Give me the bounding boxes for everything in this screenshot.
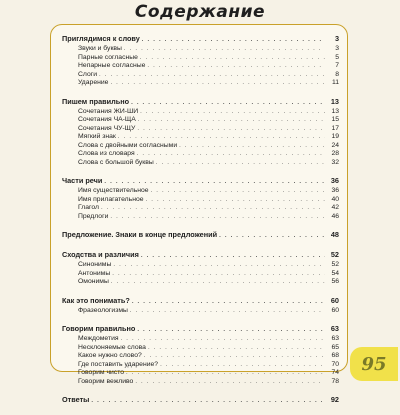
toc-item — [62, 142, 339, 151]
dot-leader — [160, 361, 325, 370]
item-page: 70 — [331, 360, 339, 368]
item-label: Парные согласные — [78, 53, 138, 61]
toc-item — [62, 108, 339, 117]
dot-leader — [151, 187, 325, 196]
dot-leader — [140, 108, 325, 117]
toc-section-heading — [62, 250, 339, 261]
item-label: Синонимы — [78, 261, 112, 268]
item-page: 74 — [331, 369, 339, 376]
section-title: Предложение. Знаки в конце предложений — [62, 230, 218, 239]
toc-section — [62, 395, 339, 406]
toc-item — [62, 352, 339, 361]
item-page: 78 — [331, 377, 339, 385]
toc-item — [62, 79, 339, 88]
toc-section — [62, 324, 339, 386]
toc-section — [62, 230, 339, 241]
item-page: 40 — [331, 195, 339, 203]
item-page: 65 — [331, 343, 339, 351]
dot-leader — [113, 261, 325, 270]
section-page: 13 — [330, 96, 339, 106]
toc-item — [62, 361, 339, 370]
item-label: Предлоги — [78, 212, 109, 220]
section-page: 60 — [330, 295, 339, 305]
item-label: Глагол — [78, 204, 99, 211]
toc-item — [62, 261, 339, 270]
item-page: 56 — [331, 278, 339, 285]
toc-section-heading — [62, 97, 339, 108]
item-page: 13 — [331, 107, 339, 115]
item-label: Слоги — [78, 70, 98, 78]
dot-leader — [142, 36, 325, 45]
toc-item — [62, 133, 339, 142]
dot-leader — [118, 133, 325, 142]
dot-leader — [121, 335, 325, 344]
toc-item — [62, 278, 339, 287]
item-page: 11 — [331, 79, 339, 86]
item-label: Говорим вежливо — [78, 377, 134, 385]
toc-item — [62, 369, 339, 378]
dot-leader — [135, 378, 325, 387]
item-label: Где поставить ударение? — [78, 360, 159, 368]
section-title: Пишем правильно — [62, 96, 130, 106]
item-page: 17 — [331, 124, 339, 132]
item-label: Фразеологизмы — [78, 306, 128, 314]
dot-leader — [138, 116, 325, 125]
toc-item — [62, 187, 339, 196]
dot-leader — [219, 232, 325, 241]
item-page: 7 — [335, 62, 339, 69]
page-number-badge — [350, 347, 398, 381]
item-page: 63 — [331, 335, 339, 342]
toc-section — [62, 250, 339, 287]
item-page: 28 — [331, 150, 339, 157]
item-label: Ударение — [78, 79, 109, 86]
toc-item — [62, 159, 339, 168]
dot-leader — [141, 252, 325, 261]
toc-item — [62, 270, 339, 279]
toc-section-heading — [62, 296, 339, 307]
item-page: 36 — [331, 187, 339, 194]
toc-item — [62, 54, 339, 63]
item-page: 54 — [331, 269, 339, 277]
item-label: Имя существительное — [78, 187, 149, 194]
toc-section-heading — [62, 395, 339, 406]
toc-item — [62, 344, 339, 353]
page-title: Содержание — [134, 2, 266, 22]
item-label: Антонимы — [78, 269, 111, 277]
item-label: Мягкий знак — [78, 133, 116, 140]
item-page: 60 — [331, 306, 339, 314]
item-label: Сочетания ЧУ-ЩУ — [78, 124, 136, 132]
toc-item — [62, 116, 339, 125]
item-label: Междометия — [78, 335, 119, 342]
item-label: Сочетания ЖИ-ШИ — [78, 107, 139, 115]
section-title: Части речи — [62, 176, 103, 185]
dot-leader — [131, 99, 325, 108]
toc-item — [62, 125, 339, 134]
dot-leader — [137, 125, 325, 134]
item-label: Имя прилагательное — [78, 195, 144, 203]
dot-leader — [110, 79, 325, 88]
dot-leader — [112, 270, 325, 279]
dot-leader — [91, 397, 325, 406]
toc-item — [62, 335, 339, 344]
section-title: Ответы — [62, 395, 90, 404]
dot-leader — [146, 196, 325, 205]
section-page: 52 — [330, 250, 339, 259]
toc-item — [62, 71, 339, 80]
item-page: 3 — [335, 45, 339, 52]
section-page: 63 — [330, 324, 339, 333]
toc-section — [62, 34, 339, 88]
dot-leader — [156, 159, 325, 168]
section-title: Говорим правильно — [62, 324, 136, 333]
toc-section-heading — [62, 34, 339, 45]
dot-leader — [137, 326, 325, 335]
section-page: 3 — [334, 34, 339, 43]
dot-leader — [99, 71, 325, 80]
toc-item — [62, 307, 339, 316]
toc-section-heading — [62, 176, 339, 187]
toc-item — [62, 213, 339, 222]
page-number: 95 — [361, 353, 387, 375]
toc-section — [62, 97, 339, 168]
item-label: Непарные согласные — [78, 62, 146, 69]
item-page: 42 — [331, 204, 339, 211]
toc-item — [62, 45, 339, 54]
item-label: Омонимы — [78, 278, 109, 285]
section-page: 92 — [330, 395, 339, 404]
table-of-contents — [62, 34, 339, 415]
item-page: 68 — [331, 352, 339, 359]
item-label: Слова из словаря — [78, 150, 135, 157]
dot-leader — [126, 369, 325, 378]
item-page: 46 — [331, 212, 339, 220]
item-page: 19 — [331, 133, 339, 140]
toc-item — [62, 196, 339, 205]
dot-leader — [130, 307, 325, 316]
dot-leader — [179, 142, 325, 151]
item-page: 52 — [331, 261, 339, 268]
item-label: Слова с двойными согласными — [78, 141, 178, 149]
item-label: Звуки и буквы — [78, 45, 122, 52]
section-title: Как это понимать? — [62, 295, 130, 305]
dot-leader — [132, 298, 325, 307]
dot-leader — [144, 352, 325, 361]
section-title: Сходства и различия — [62, 250, 139, 259]
section-page: 36 — [330, 176, 339, 185]
item-label: Говорим чисто — [78, 369, 125, 376]
toc-section — [62, 176, 339, 221]
section-page: 48 — [330, 230, 339, 239]
toc-item — [62, 150, 339, 159]
item-page: 24 — [331, 141, 339, 149]
dot-leader — [101, 204, 325, 213]
item-label: Несклоняемые слова — [78, 343, 146, 351]
toc-section-heading — [62, 324, 339, 335]
toc-section-heading — [62, 230, 339, 241]
dot-leader — [111, 278, 325, 287]
item-page: 5 — [335, 53, 339, 61]
toc-item — [62, 62, 339, 71]
item-page: 32 — [331, 158, 339, 166]
dot-leader — [110, 213, 325, 222]
item-page: 15 — [331, 116, 339, 123]
dot-leader — [124, 45, 325, 54]
dot-leader — [140, 54, 325, 63]
dot-leader — [147, 62, 325, 71]
item-label: Какое нужно слово? — [78, 352, 142, 359]
toc-item — [62, 204, 339, 213]
dot-leader — [104, 178, 325, 187]
item-label: Слова с большой буквы — [78, 158, 154, 166]
section-title: Приглядимся к слову — [62, 34, 140, 43]
item-label: Сочетания ЧА-ЩА — [78, 116, 136, 123]
toc-section — [62, 296, 339, 316]
item-page: 8 — [335, 70, 339, 78]
dot-leader — [137, 150, 325, 159]
dot-leader — [148, 344, 325, 353]
toc-item — [62, 378, 339, 387]
